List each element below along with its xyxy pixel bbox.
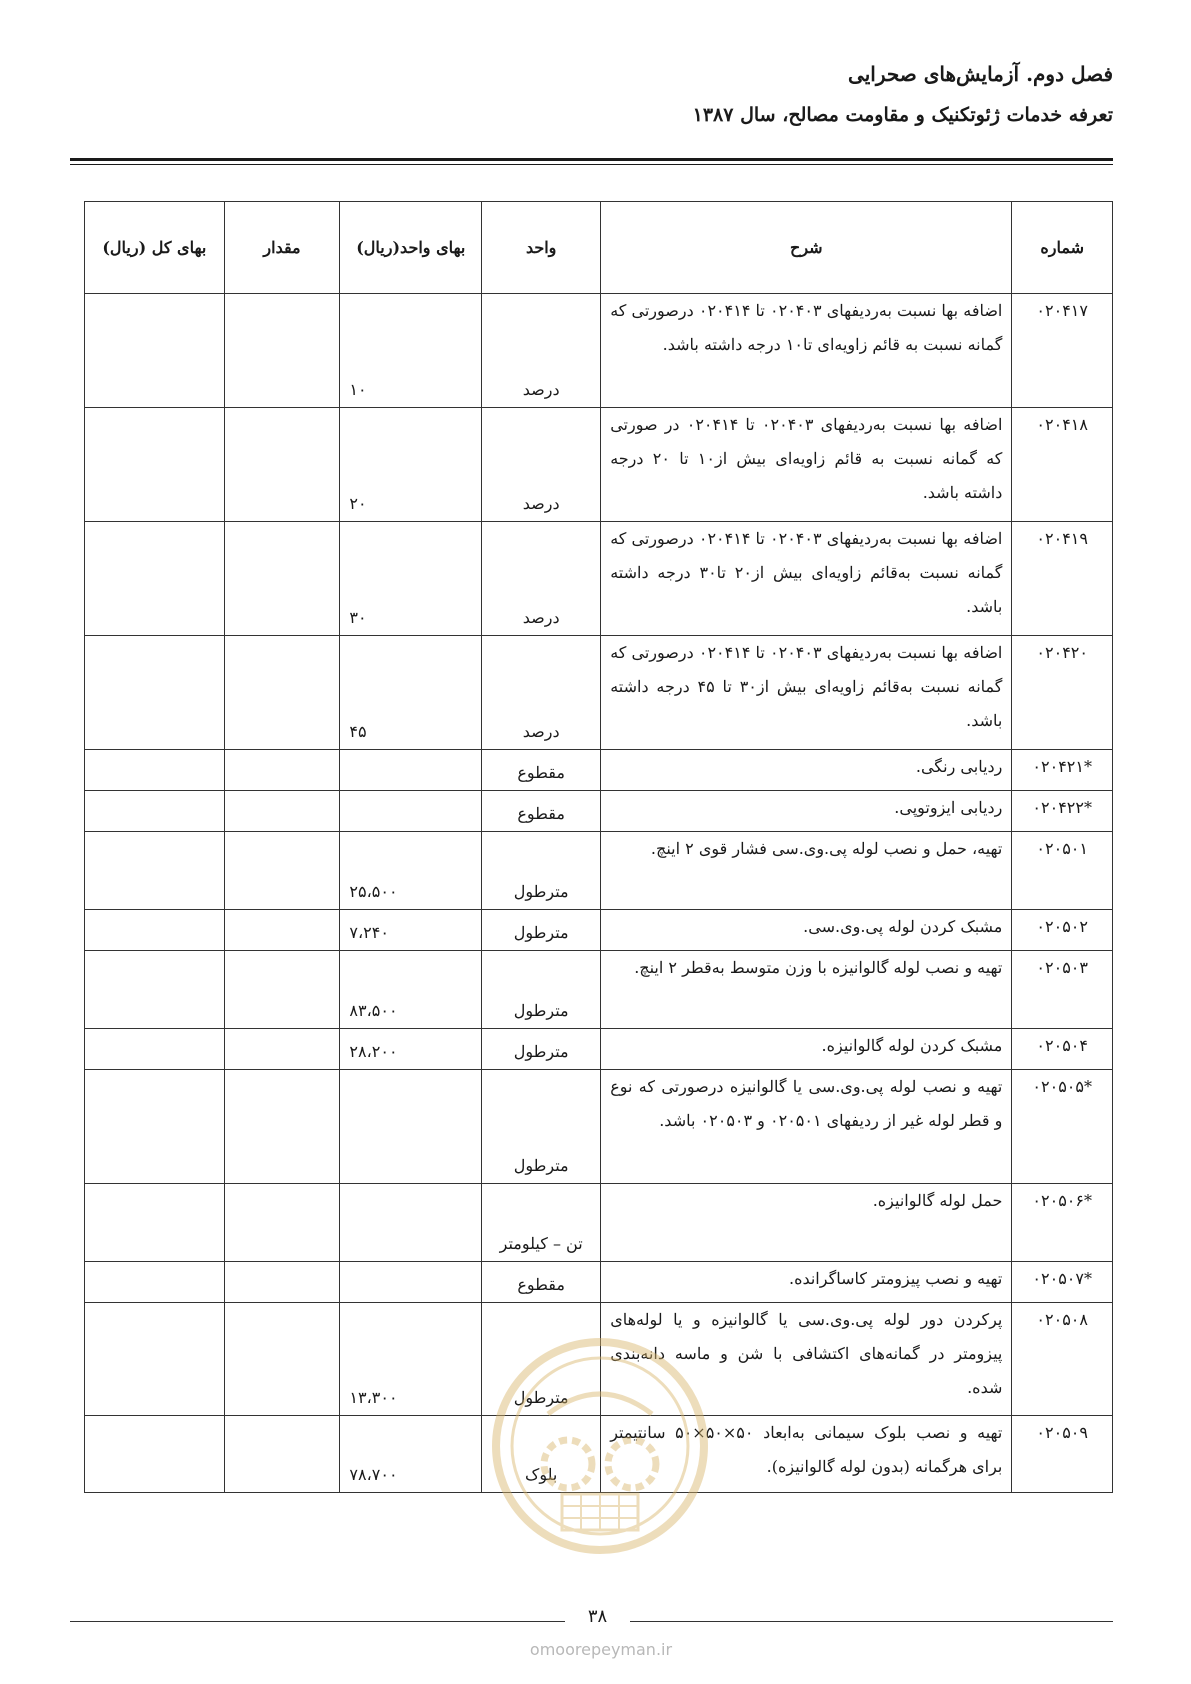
row-quantity (224, 951, 340, 1029)
row-unit: بلوک (482, 1416, 601, 1493)
row-description: ردیابی ایزوتوپی. (601, 791, 1012, 832)
row-number: ۰۲۰۴۱۸ (1012, 408, 1113, 522)
row-number: ۰۲۰۴۱۷ (1012, 294, 1113, 408)
table-row (85, 1262, 1113, 1303)
row-quantity (224, 832, 340, 910)
table-row (85, 636, 1113, 750)
row-unit-price: ۱۳،۳۰۰ (340, 1303, 482, 1416)
row-description: اضافه بها نسبت به‌ردیفهای ۰۲۰۴۰۳ تا ۰۲۰۴۱۴ درصورتی که گمانه نسبت به‌قائم زاویه‌ای بیش از۲۰ تا۳۰ درجه داشته باشد. (601, 522, 1012, 636)
column-header-unit: واحد (482, 202, 601, 294)
row-total-price (85, 910, 225, 951)
header-divider (70, 158, 1113, 161)
column-header-description: شرح (601, 202, 1012, 294)
row-number: ۰۲۰۴۱۹ (1012, 522, 1113, 636)
row-total-price (85, 791, 225, 832)
table-row (85, 1029, 1113, 1070)
row-total-price (85, 1070, 225, 1184)
row-total-price (85, 1029, 225, 1070)
document-title: تعرفه خدمات ژئوتکنیک و مقاومت مصالح، سال ۱۳۸۷ (692, 104, 1113, 126)
row-total-price (85, 951, 225, 1029)
row-total-price (85, 1416, 225, 1493)
row-unit: مترطول (482, 951, 601, 1029)
row-description: تهیه و نصب لوله گالوانیزه با وزن متوسط به‌قطر ۲ اینچ. (601, 951, 1012, 1029)
chapter-title: فصل دوم. آزمایش‌های صحرایی (848, 62, 1113, 86)
row-quantity (224, 1029, 340, 1070)
table-row (85, 1070, 1113, 1184)
row-quantity (224, 1262, 340, 1303)
column-header-total-price: بهای کل (ریال) (85, 202, 225, 294)
row-unit: درصد (482, 408, 601, 522)
table-row (85, 408, 1113, 522)
row-unit: مقطوع (482, 750, 601, 791)
row-description: مشبک کردن لوله گالوانیزه. (601, 1029, 1012, 1070)
table-row (85, 1303, 1113, 1416)
row-description: پرکردن دور لوله پی.وی.سی یا گالوانیزه و یا لوله‌های پیزومتر در گمانه‌های اکتشافی با شن و ماسه دانه‌بندی شده. (601, 1303, 1012, 1416)
row-total-price (85, 832, 225, 910)
table-row (85, 832, 1113, 910)
row-total-price (85, 1262, 225, 1303)
row-description: حمل لوله گالوانیزه. (601, 1184, 1012, 1262)
row-quantity (224, 791, 340, 832)
row-description: اضافه بها نسبت به‌ردیفهای ۰۲۰۴۰۳ تا ۰۲۰۴۱۴ در صورتی که گمانه نسبت به قائم زاویه‌ای بیش از۱۰ تا ۲۰ درجه داشته باشد. (601, 408, 1012, 522)
row-unit: مترطول (482, 1303, 601, 1416)
table-header-row (85, 202, 1113, 294)
row-unit-price: ۳۰ (340, 522, 482, 636)
row-unit: مترطول (482, 832, 601, 910)
column-header-unit-price: بهای واحد(ریال) (340, 202, 482, 294)
table-row (85, 1184, 1113, 1262)
row-number: *۰۲۰۵۰۶ (1012, 1184, 1113, 1262)
row-description: مشبک کردن لوله پی.وی.سی. (601, 910, 1012, 951)
row-number: ۰۲۰۵۰۹ (1012, 1416, 1113, 1493)
row-description: تهیه و نصب لوله پی.وی.سی یا گالوانیزه درصورتی که نوع و قطر لوله غیر از ردیفهای ۰۲۰۵۰۱ و ۰۲۰۵۰۳ باشد. (601, 1070, 1012, 1184)
row-unit-price: ۴۵ (340, 636, 482, 750)
row-unit-price (340, 1070, 482, 1184)
row-total-price (85, 750, 225, 791)
row-description: تهیه، حمل و نصب لوله پی.وی.سی فشار قوی ۲ اینچ. (601, 832, 1012, 910)
table-row (85, 522, 1113, 636)
row-unit-price: ۲۸،۲۰۰ (340, 1029, 482, 1070)
column-header-number: شماره (1012, 202, 1113, 294)
footer-rule-right (630, 1621, 1113, 1622)
footer-rule-left (70, 1621, 565, 1622)
row-quantity (224, 408, 340, 522)
row-total-price (85, 1184, 225, 1262)
row-unit: مترطول (482, 910, 601, 951)
row-quantity (224, 636, 340, 750)
row-description: تهیه و نصب پیزومتر کاساگرانده. (601, 1262, 1012, 1303)
row-quantity (224, 1070, 340, 1184)
row-description: تهیه و نصب بلوک سیمانی به‌ابعاد ۵۰×۵۰×۵۰ سانتیمتر برای هرگمانه (بدون لوله گالوانیزه). (601, 1416, 1012, 1493)
row-unit: درصد (482, 294, 601, 408)
row-unit: مترطول (482, 1070, 601, 1184)
row-unit-price (340, 1184, 482, 1262)
column-header-quantity: مقدار (224, 202, 340, 294)
page-number: ۳۸ (587, 1606, 608, 1627)
table-row (85, 791, 1113, 832)
row-unit-price: ۷،۲۴۰ (340, 910, 482, 951)
row-description: ردیابی رنگی. (601, 750, 1012, 791)
row-quantity (224, 1184, 340, 1262)
row-total-price (85, 408, 225, 522)
row-number: *۰۲۰۵۰۵ (1012, 1070, 1113, 1184)
row-unit: درصد (482, 522, 601, 636)
row-unit-price (340, 750, 482, 791)
row-number: ۰۲۰۵۰۲ (1012, 910, 1113, 951)
row-unit: مقطوع (482, 1262, 601, 1303)
row-number: ۰۲۰۵۰۸ (1012, 1303, 1113, 1416)
row-quantity (224, 522, 340, 636)
row-number: ۰۲۰۴۲۰ (1012, 636, 1113, 750)
row-number: ۰۲۰۵۰۳ (1012, 951, 1113, 1029)
row-number: *۰۲۰۵۰۷ (1012, 1262, 1113, 1303)
row-unit-price: ۲۰ (340, 408, 482, 522)
row-quantity (224, 294, 340, 408)
row-description: اضافه بها نسبت به‌ردیفهای ۰۲۰۴۰۳ تا ۰۲۰۴۱۴ درصورتی که گمانه نسبت به قائم زاویه‌ای تا۱۰ درجه داشته باشد. (601, 294, 1012, 408)
watermark-text: omoorepeyman.ir (529, 1640, 673, 1659)
row-number: ۰۲۰۵۰۱ (1012, 832, 1113, 910)
row-total-price (85, 522, 225, 636)
table-row (85, 750, 1113, 791)
row-number: *۰۲۰۴۲۱ (1012, 750, 1113, 791)
row-quantity (224, 1416, 340, 1493)
tariff-table (84, 201, 1113, 1493)
row-quantity (224, 910, 340, 951)
row-number: ۰۲۰۵۰۴ (1012, 1029, 1113, 1070)
table-row (85, 951, 1113, 1029)
table-row (85, 1416, 1113, 1493)
header-divider-thin (70, 164, 1113, 165)
table-row (85, 294, 1113, 408)
row-unit: درصد (482, 636, 601, 750)
row-quantity (224, 750, 340, 791)
row-number: *۰۲۰۴۲۲ (1012, 791, 1113, 832)
row-quantity (224, 1303, 340, 1416)
row-total-price (85, 1303, 225, 1416)
row-unit-price: ۸۳،۵۰۰ (340, 951, 482, 1029)
row-description: اضافه بها نسبت به‌ردیفهای ۰۲۰۴۰۳ تا ۰۲۰۴۱۴ درصورتی که گمانه نسبت به‌قائم زاویه‌ای بیش از۳۰ تا ۴۵ درجه داشته باشد. (601, 636, 1012, 750)
row-total-price (85, 636, 225, 750)
row-unit: مترطول (482, 1029, 601, 1070)
row-total-price (85, 294, 225, 408)
table-row (85, 910, 1113, 951)
row-unit: تن – کیلومتر (482, 1184, 601, 1262)
row-unit-price: ۲۵،۵۰۰ (340, 832, 482, 910)
row-unit-price (340, 1262, 482, 1303)
row-unit-price: ۱۰ (340, 294, 482, 408)
row-unit-price (340, 791, 482, 832)
row-unit-price: ۷۸،۷۰۰ (340, 1416, 482, 1493)
row-unit: مقطوع (482, 791, 601, 832)
